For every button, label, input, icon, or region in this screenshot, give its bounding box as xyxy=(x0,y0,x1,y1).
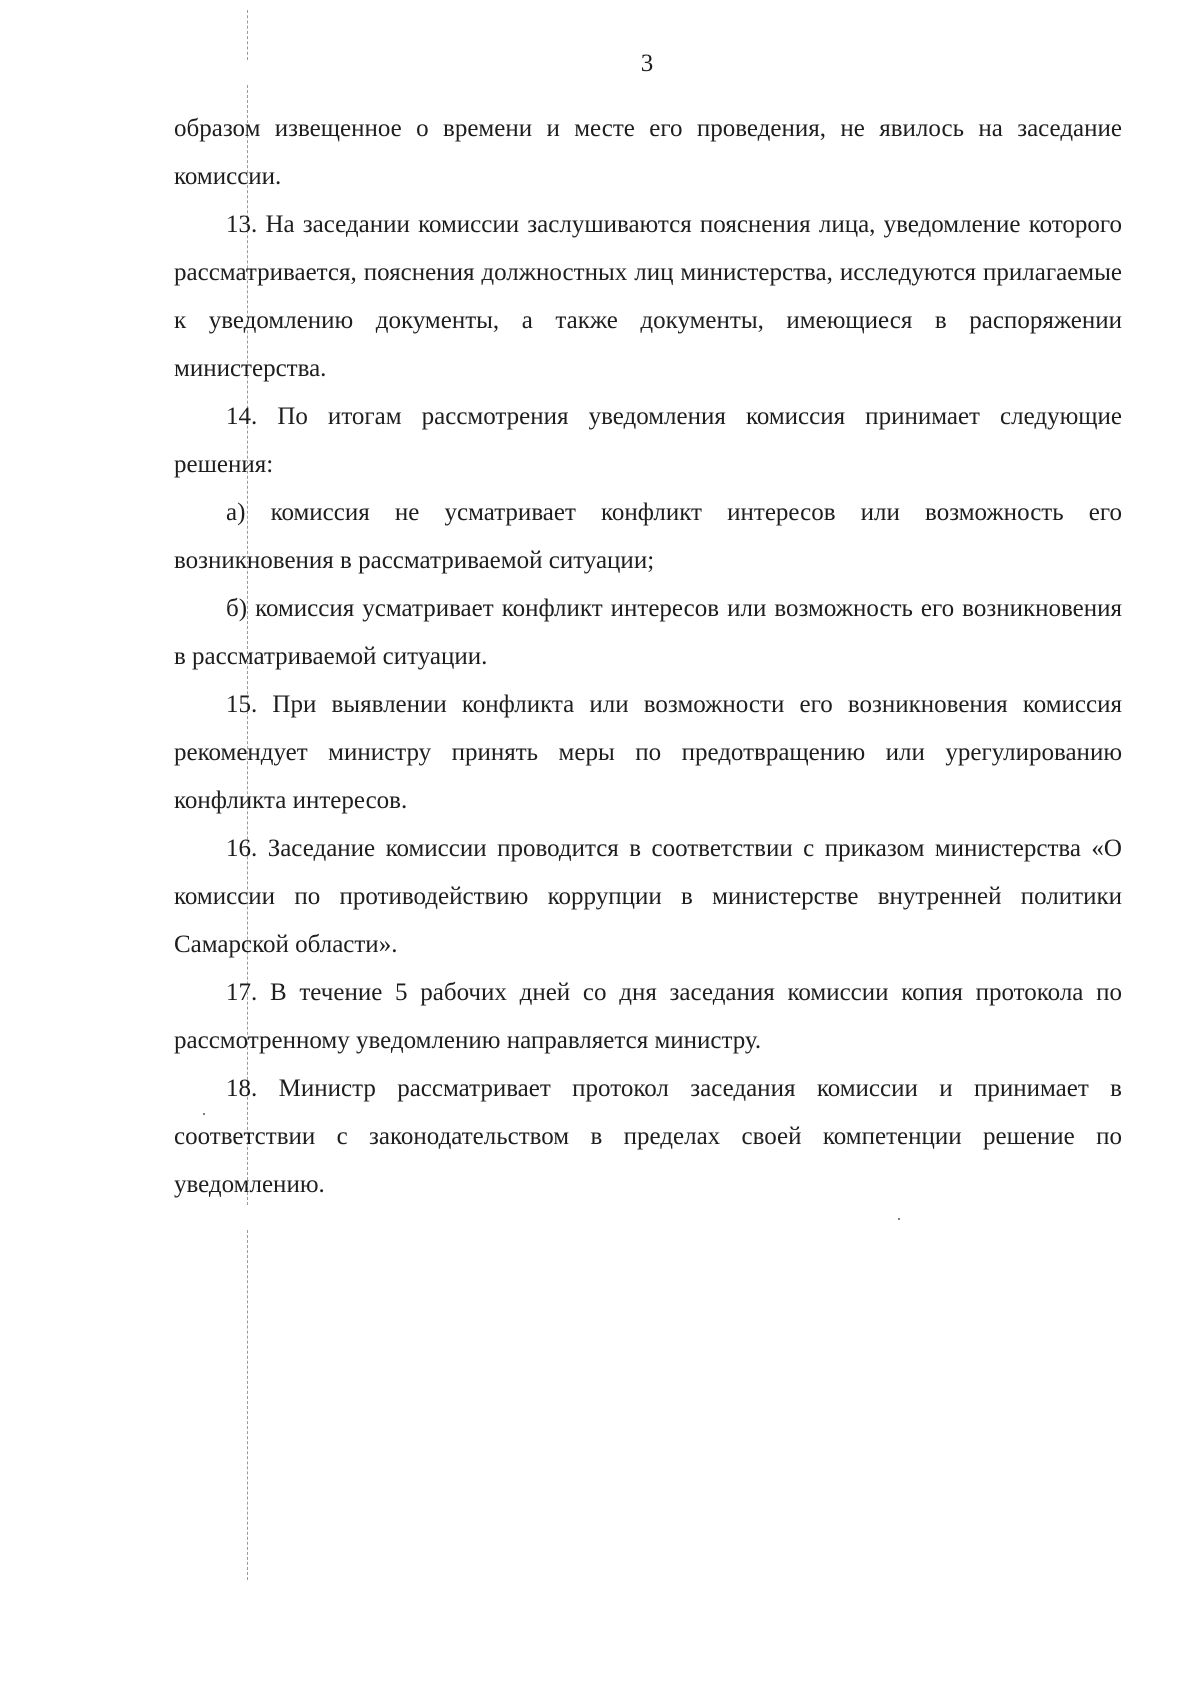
document-body xyxy=(174,105,1122,1209)
paragraph-item-15: 15. При выявлении конфликта или возможности его возникновения комиссия рекомендует министру принять меры по предотвращению или урегулированию конфликта интересов. xyxy=(174,691,1122,814)
scan-speck xyxy=(898,1218,900,1220)
scan-artifact-line xyxy=(247,1230,248,1580)
paragraph-item-13: 13. На заседании комиссии заслушиваются пояснения лица, уведомление которого рассматривается, пояснения должностных лиц министерства, исследуются прилагаемые к уведомлению документы, а также документы, имеющиеся в распоряжении министерства. xyxy=(174,211,1122,382)
paragraph-item-16: 16. Заседание комиссии проводится в соответствии с приказом министерства «О комиссии по противодействию коррупции в министерстве внутренней политики Самарской области». xyxy=(174,835,1122,958)
paragraph-subitem-a: а) комиссия не усматривает конфликт интересов или возможность его возникновения в рассматриваемой ситуации; xyxy=(174,499,1122,574)
page-number: 3 xyxy=(640,50,654,77)
paragraph-continuation: образом извещенное о времени и месте его проведения, не явилось на заседание комиссии. xyxy=(174,115,1122,190)
paragraph-item-18: 18. Министр рассматривает протокол заседания комиссии и принимает в соответствии с законодательством в пределах своей компетенции решение по уведомлению. xyxy=(174,1075,1122,1198)
paragraph-subitem-b: б) комиссия усматривает конфликт интересов или возможность его возникновения в рассматриваемой ситуации. xyxy=(174,595,1122,670)
paragraph-item-17: 17. В течение 5 рабочих дней со дня заседания комиссии копия протокола по рассмотренному уведомлению направляется министру. xyxy=(174,979,1122,1054)
paragraph-item-14: 14. По итогам рассмотрения уведомления комиссия принимает следующие решения: xyxy=(174,403,1122,478)
